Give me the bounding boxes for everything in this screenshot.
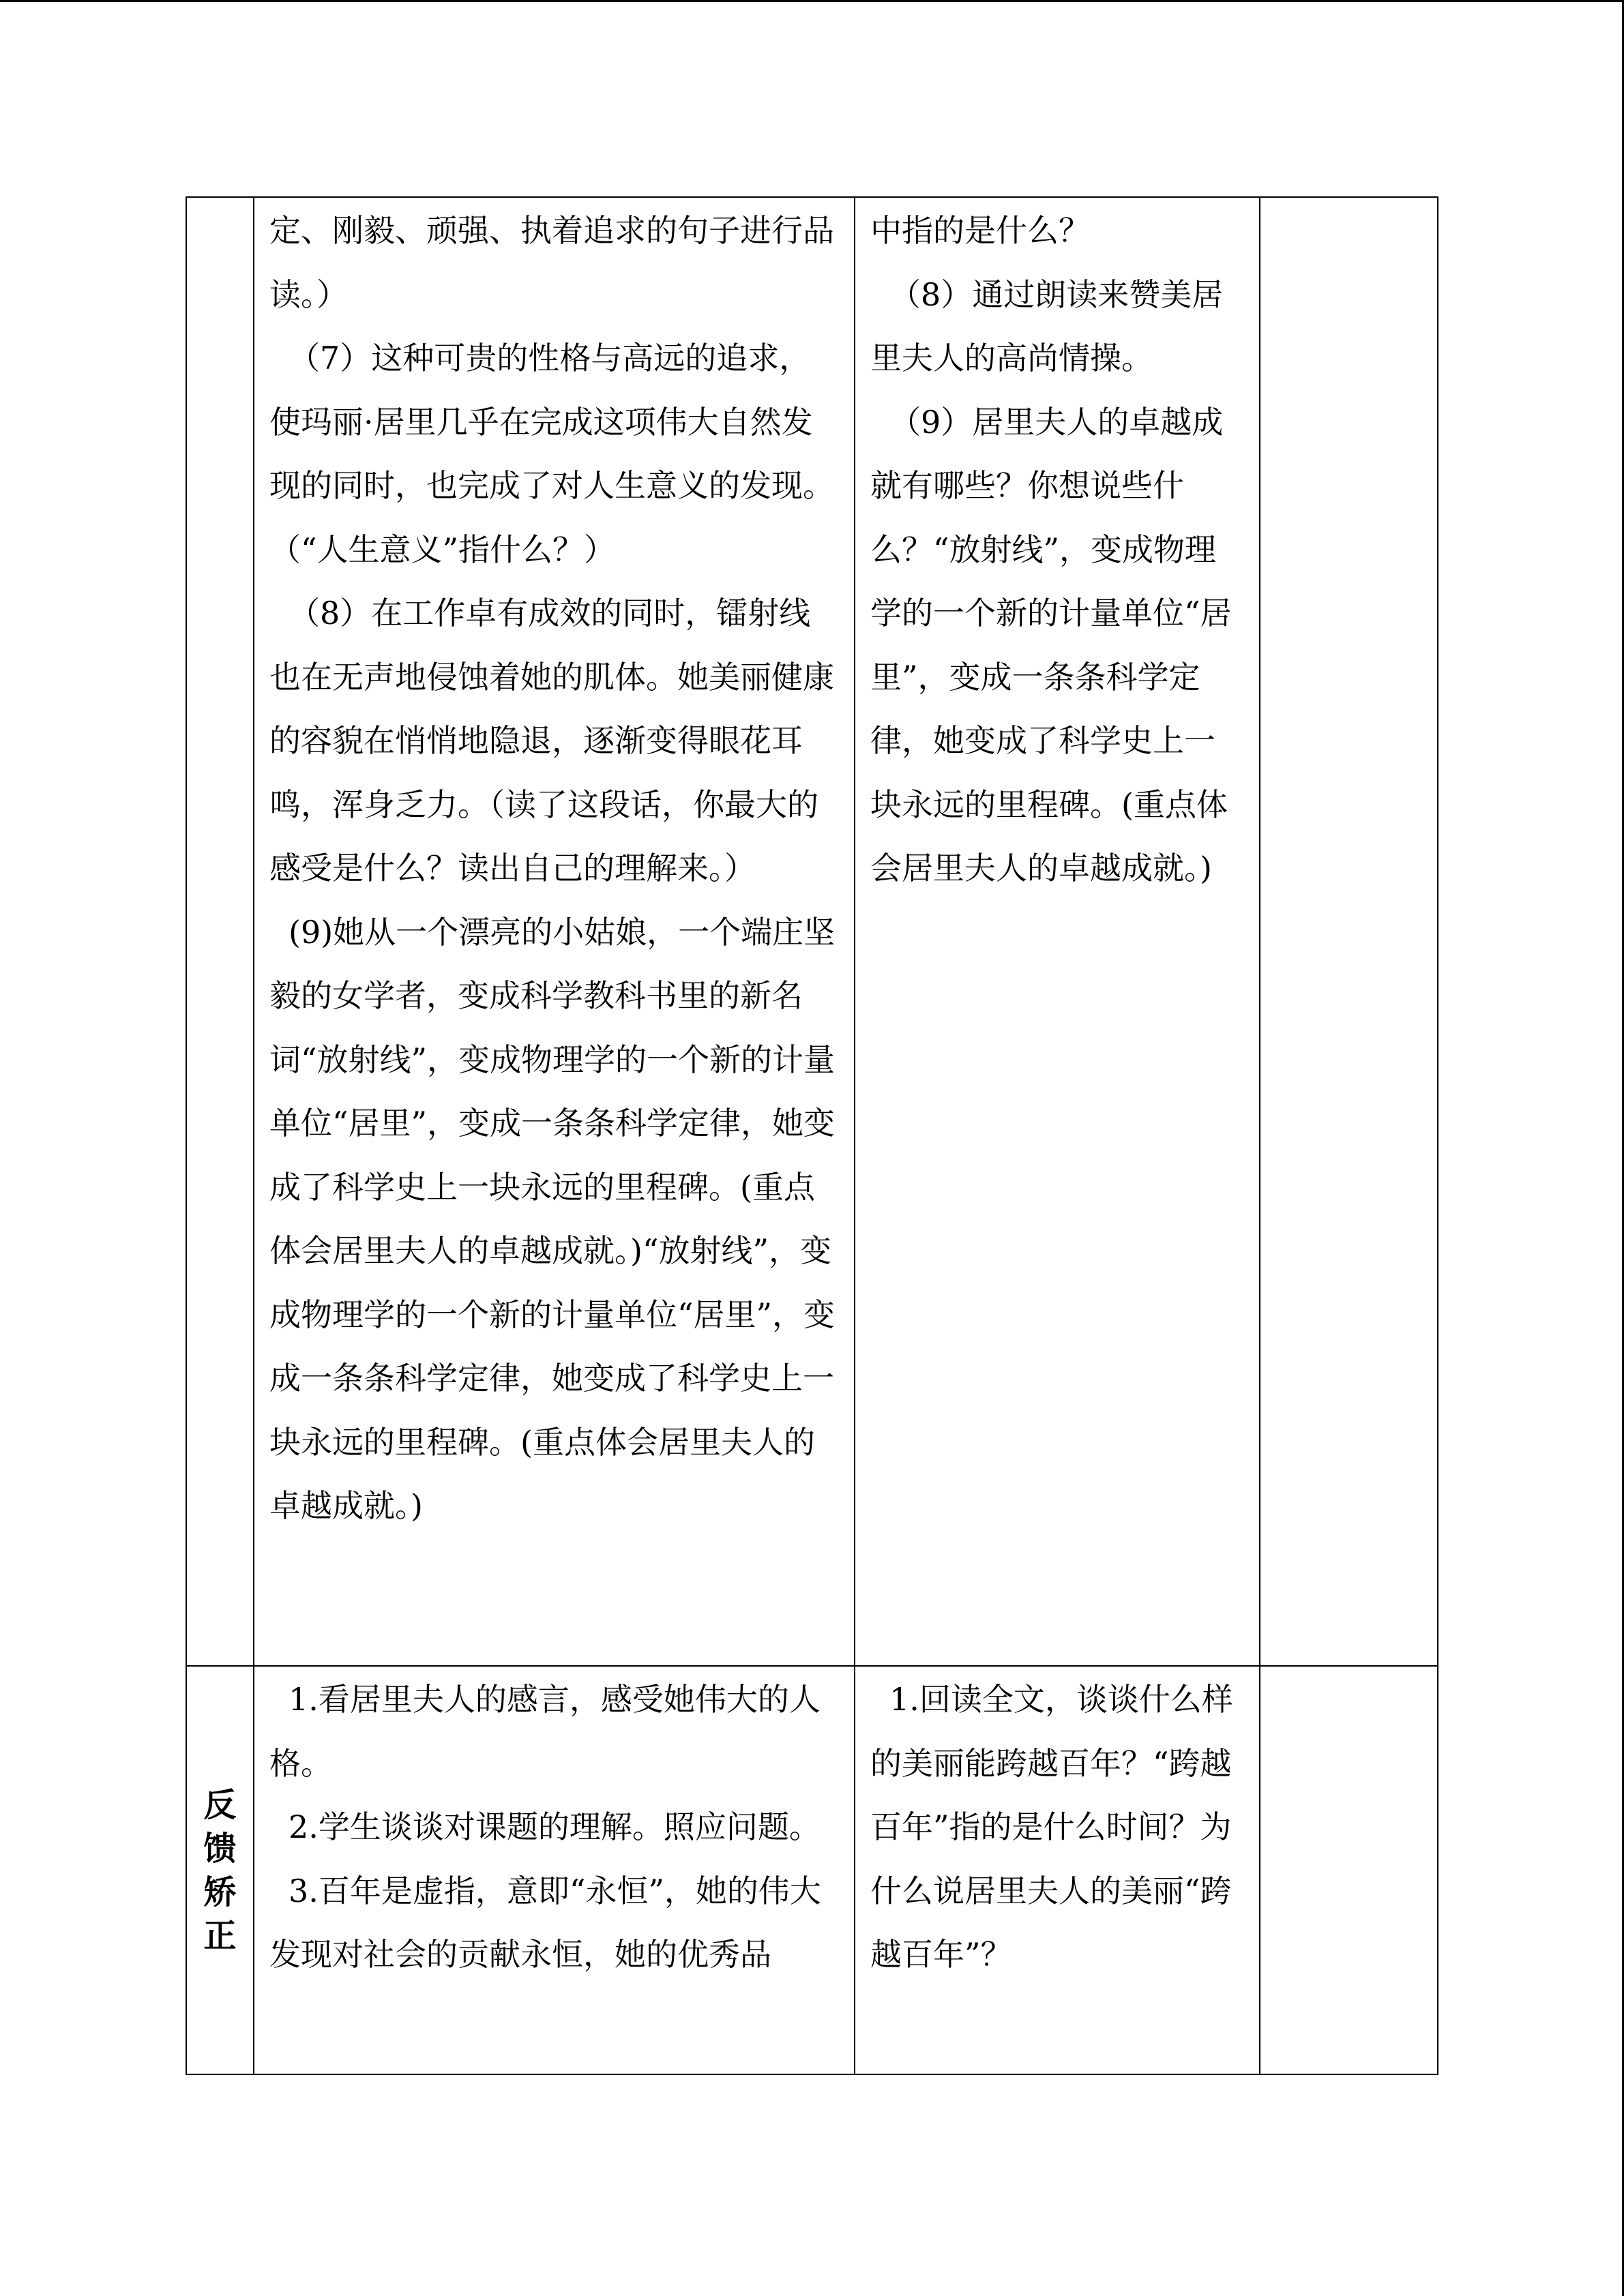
notes-cell: [1260, 1666, 1438, 2074]
guidance-content: [855, 198, 1259, 901]
teaching-content: [254, 1667, 854, 1987]
teaching-content: [254, 198, 854, 1538]
section-label-char: 矫: [203, 1873, 237, 1911]
guidance-cell: [855, 197, 1260, 1666]
paragraph: (9)她从一个漂亮的小姑娘，一个端庄坚毅的女学者，变成科学教科书里的新名词“放射线”，变成物理学的一个新的计量单位“居里”，变成一条条科学定律，她变成了科学史上一块永远的里程碑。(重点体会居里夫人的卓越成就。)“放射线”，变成物理学的一个新的计量单位“居里”，变成一条条科学定律，她变成了科学史上一块永远的里程碑。(重点体会居里夫人的卓越成就。): [269, 913, 836, 1524]
paragraph: 3.百年是虚指，意即“永恒”，她的伟大发现对社会的贡献永恒，她的优秀品: [269, 1872, 821, 1973]
section-label-cell: [186, 197, 254, 1666]
teaching-content-cell: [254, 1666, 855, 2074]
section-label-feedback: [187, 1783, 253, 1958]
page-border-top: [0, 0, 1624, 2]
lesson-plan-table: [186, 196, 1438, 2075]
paragraph: （7）这种可贵的性格与高远的追求，使玛丽·居里几乎在完成这项伟大自然发现的同时，也完成了对人生意义的发现。（“人生意义”指什么？）: [269, 340, 834, 568]
paragraph: （8）在工作卓有成效的同时，镭射线也在无声地侵蚀着她的肌体。她美丽健康的容貌在悄悄地隐退，逐渐变得眼花耳鸣，浑身乏力。（读了这段话，你最大的感受是什么？读出自己的理解来。）: [269, 595, 834, 886]
section-label-cell: [186, 1666, 254, 2074]
paragraph: 1.看居里夫人的感言，感受她伟大的人格。: [269, 1681, 821, 1782]
paragraph: 中指的是什么？: [870, 212, 1090, 249]
teaching-content-cell: [254, 197, 855, 1666]
section-label-char: 反: [203, 1785, 237, 1824]
table-row: [186, 1666, 1438, 2074]
guidance-content: [855, 1667, 1259, 1987]
paragraph: 2.学生谈谈对课题的理解。照应问题。: [289, 1808, 821, 1845]
guidance-cell: [855, 1666, 1260, 2074]
section-label-char: 正: [203, 1916, 237, 1955]
notes-cell: [1260, 197, 1438, 1666]
table-row: [186, 197, 1438, 1666]
paragraph: （8）通过朗读来赞美居里夫人的高尚情操。: [870, 275, 1224, 376]
paragraph: 1.回读全文，谈谈什么样的美丽能跨越百年？“跨越百年”指的是什么时间？为什么说居里夫人的美丽“跨越百年”？: [870, 1681, 1233, 1973]
paragraph: （9）居里夫人的卓越成就有哪些？你想说些什么？“放射线”，变成物理学的一个新的计量单位“居里”，变成一条条科学定律，她变成了科学史上一块永远的里程碑。(重点体会居里夫人的卓越成就。): [870, 403, 1232, 886]
section-label-char: 馈: [203, 1829, 237, 1868]
paragraph: 定、刚毅、顽强、执着追求的句子进行品读。）: [269, 212, 834, 313]
